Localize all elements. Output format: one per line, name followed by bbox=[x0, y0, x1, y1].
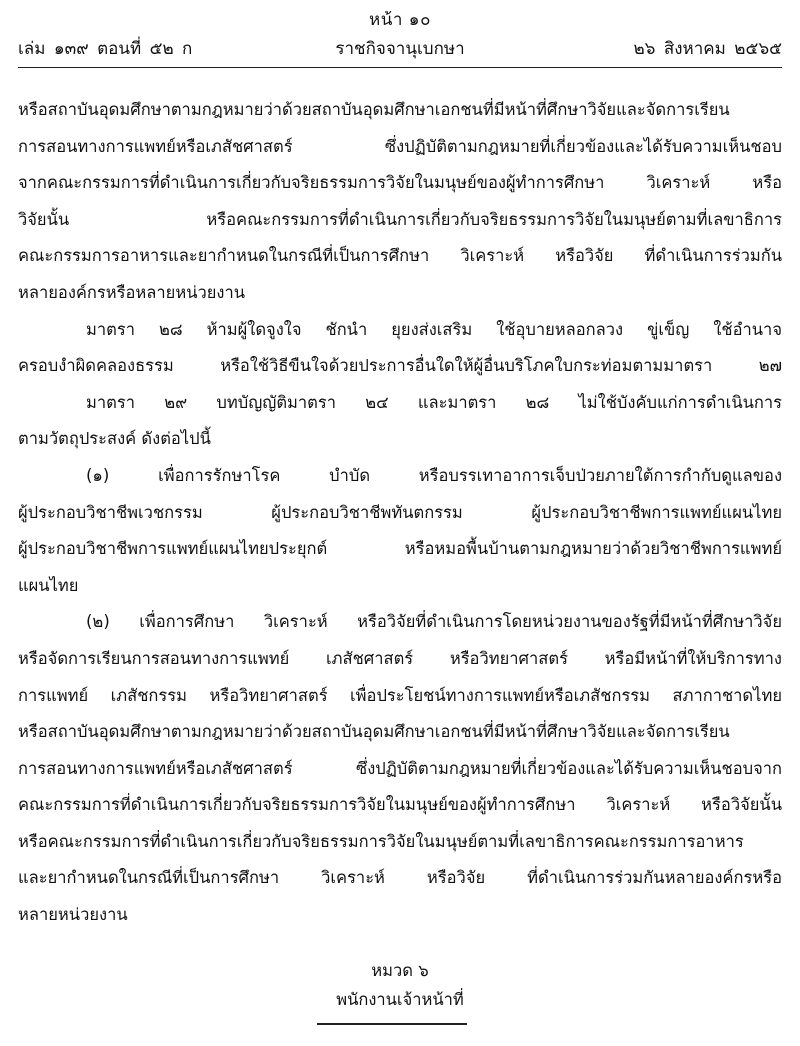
header-divider bbox=[18, 67, 782, 68]
text-line: คณะกรรมการอาหารและยากำหนดในกรณีที่เป็นการศึกษา วิเคราะห์ หรือวิจัย ที่ดำเนินการร่วมกัน bbox=[18, 246, 782, 266]
text-line: ผู้ประกอบวิชาชีพเวชกรรม ผู้ประกอบวิชาชีพทันตกรรม ผู้ประกอบวิชาชีพการแพทย์แผนไทย bbox=[18, 502, 782, 522]
gazette-header bbox=[18, 36, 782, 62]
item-2-line: (๒) เพื่อการศึกษา วิเคราะห์ หรือวิจัยที่ดำเนินการโดยหน่วยงานของรัฐที่มีหน้าที่ศึกษาวิจัย bbox=[86, 612, 782, 632]
text-line: วิจัยนั้น หรือคณะกรรมการที่ดำเนินการเกี่ยวกับจริยธรรมการวิจัยในมนุษย์ตามที่เลขาธิการ bbox=[18, 209, 782, 229]
section-29-line: มาตรา ๒๙ บทบัญญัติมาตรา ๒๔ และมาตรา ๒๘ ไม่ใช้บังคับแก่การดำเนินการ bbox=[86, 392, 782, 412]
text-line: แผนไทย bbox=[18, 575, 79, 595]
text-line: จากคณะกรรมการที่ดำเนินการเกี่ยวกับจริยธรรมการวิจัยในมนุษย์ของผู้ทำการศึกษา วิเคราะห์ หรือ bbox=[18, 173, 782, 193]
text-line: หลายองค์กรหรือหลายหน่วยงาน bbox=[18, 282, 246, 302]
text-line: การสอนทางการแพทย์หรือเภสัชศาสตร์ ซึ่งปฏิบัติตามกฎหมายที่เกี่ยวข้องและได้รับความเห็นชอบจาก bbox=[18, 758, 782, 778]
text-line: หรือสถาบันอุดมศึกษาตามกฎหมายว่าด้วยสถาบันอุดมศึกษาเอกชนที่มีหน้าที่ศึกษาวิจัยและจัดการเรียน bbox=[18, 722, 730, 742]
section-28-line: มาตรา ๒๘ ห้ามผู้ใดจูงใจ ชักนำ ยุยงส่งเสริม ใช้อุบายหลอกลวง ขู่เข็ญ ใช้อำนาจ bbox=[86, 319, 782, 339]
text-line: ครอบงำผิดคลองธรรม หรือใช้วิธีขืนใจด้วยประการอื่นใดให้ผู้อื่นบริโภคใบกระท่อมตามมาตรา ๒๗ bbox=[18, 356, 782, 376]
text-line: การแพทย์ เภสัชกรรม หรือวิทยาศาสตร์ เพื่อประโยชน์ทางการแพทย์หรือเภสัชกรรม สภากาชาดไทย bbox=[18, 685, 782, 705]
page-number: หน้า ๑๐ bbox=[369, 10, 431, 30]
chapter-number: หมวด ๖ bbox=[371, 961, 429, 980]
text-line: หรือจัดการเรียนการสอนทางการแพทย์ เภสัชศาสตร์ หรือวิทยาศาสตร์ หรือมีหน้าที่ให้บริการทาง bbox=[18, 648, 782, 668]
publication-title: ราชกิจจานุเบกษา bbox=[335, 39, 465, 59]
text-line: ตามวัตถุประสงค์ ดังต่อไปนี้ bbox=[18, 429, 211, 449]
chapter-title: พนักงานเจ้าหน้าที่ bbox=[336, 990, 464, 1009]
text-line: ผู้ประกอบวิชาชีพการแพทย์แผนไทยประยุกต์ หรือหมอพื้นบ้านตามกฎหมายว่าด้วยวิชาชีพการแพทย์ bbox=[18, 539, 782, 559]
text-line: หลายหน่วยงาน bbox=[18, 905, 128, 925]
text-line: หรือคณะกรรมการที่ดำเนินการเกี่ยวกับจริยธรรมการวิจัยในมนุษย์ตามที่เลขาธิการคณะกรรมการอาหาร bbox=[18, 831, 744, 851]
text-line: และยากำหนดในกรณีที่เป็นการศึกษา วิเคราะห์ หรือวิจัย ที่ดำเนินการร่วมกันหลายองค์กรหรือ bbox=[18, 868, 782, 888]
text-line: คณะกรรมการที่ดำเนินการเกี่ยวกับจริยธรรมการวิจัยในมนุษย์ของผู้ทำการศึกษา วิเคราะห์ หรือวิจัยนั้น bbox=[18, 795, 782, 815]
item-1-line: (๑) เพื่อการรักษาโรค บำบัด หรือบรรเทาอาการเจ็บป่วยภายใต้การกำกับดูแลของ bbox=[86, 465, 782, 485]
document-body bbox=[18, 94, 782, 936]
text-line: หรือสถาบันอุดมศึกษาตามกฎหมายว่าด้วยสถาบันอุดมศึกษาเอกชนที่มีหน้าที่ศึกษาวิจัยและจัดการเรียน bbox=[18, 100, 730, 119]
publication-date: ๒๖ สิงหาคม ๒๕๖๕ bbox=[633, 39, 782, 59]
chapter-underline bbox=[317, 1023, 467, 1025]
text-line: การสอนทางการแพทย์หรือเภสัชศาสตร์ ซึ่งปฏิบัติตามกฎหมายที่เกี่ยวข้องและได้รับความเห็นชอบ bbox=[18, 136, 782, 156]
volume-info: เล่ม ๑๓๙ ตอนที่ ๕๒ ก bbox=[18, 39, 193, 59]
